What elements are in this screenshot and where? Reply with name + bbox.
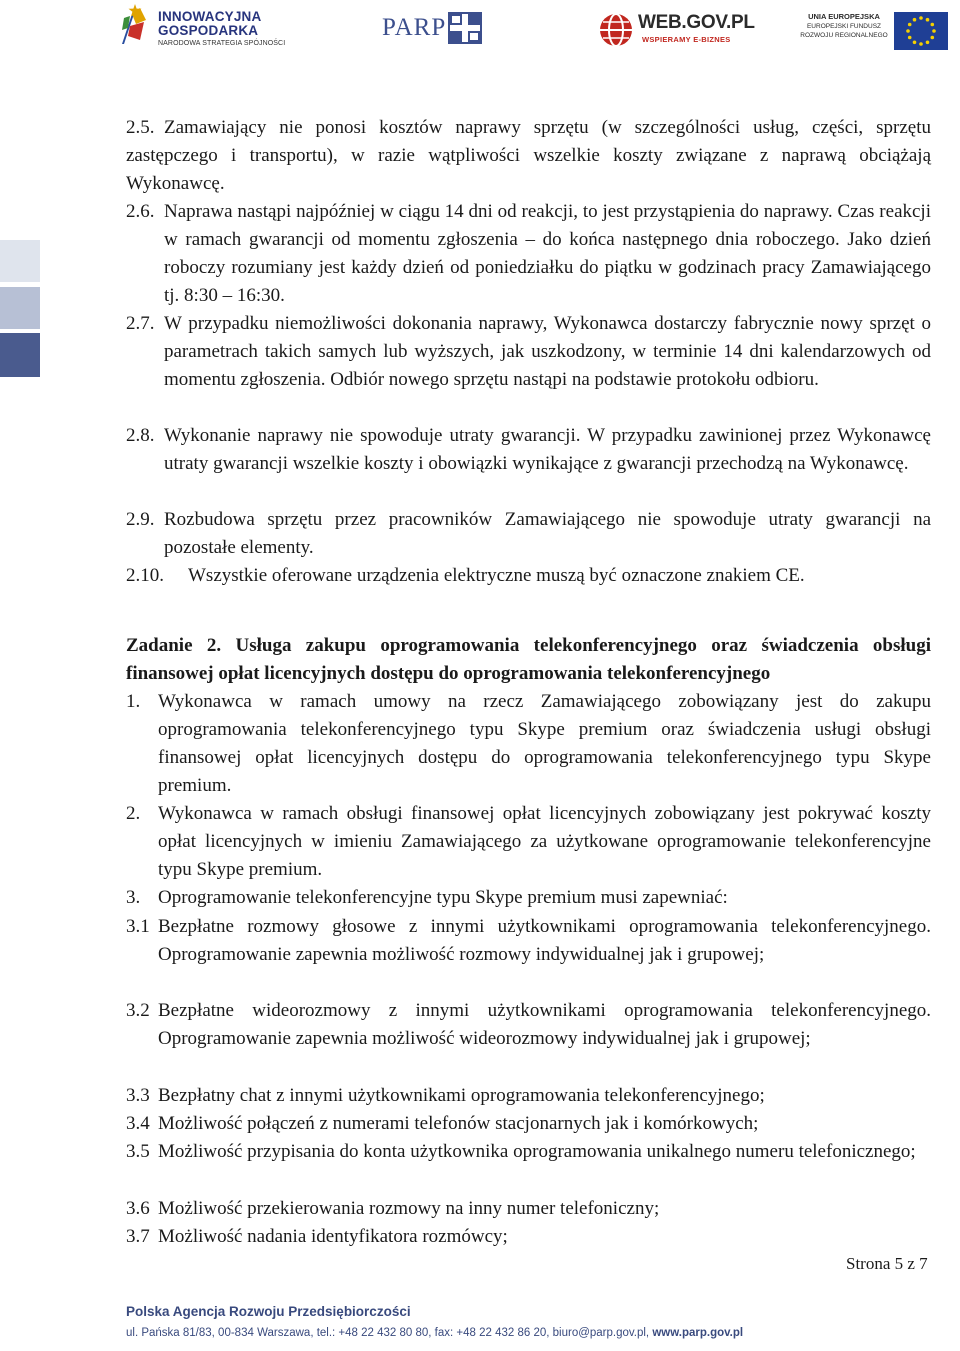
item-text: Wykonawca w ramach umowy na rzecz Zamawiającego zobowiązany jest do zakupu oprogramowania telekonferencyjnego typu Skype premium oraz świadczenia usługi obsługi finansowej opłat licencyjnych dostępu do oprogramowania telekonferencyjnego typu Skype premium. xyxy=(158,691,931,796)
item-text: Możliwość połączeń z numerami telefonów stacjonarnych jak i komórkowych; xyxy=(158,1113,759,1134)
eu-logo xyxy=(796,12,952,52)
item-1 xyxy=(126,688,931,800)
logo-ig-line2: GOSPODARKA xyxy=(158,23,259,38)
item-3-1 xyxy=(126,913,931,969)
logo-ig-line3: NARODOWA STRATEGIA SPÓJNOŚCI xyxy=(158,40,286,47)
item-number: 3.7 xyxy=(126,1226,150,1247)
star-flag-icon xyxy=(118,4,152,50)
header-logos xyxy=(0,0,960,62)
item-text: Możliwość przypisania do konta użytkownika oprogramowania unikalnego numeru telefonicznego; xyxy=(158,1141,916,1162)
item-3-3 xyxy=(126,1082,931,1110)
logo-webgov-line2: WSPIERAMY E-BIZNES xyxy=(642,35,731,44)
item-number: 1. xyxy=(126,691,141,712)
side-decoration-dark xyxy=(0,333,40,377)
clause-2-8 xyxy=(126,422,931,478)
web-gov-pl-logo xyxy=(598,8,755,50)
item-text: Wykonawca w ramach obsługi finansowej opłat licencyjnych zobowiązany jest pokrywać koszty opłat licencyjnych w imieniu Zamawiającego za użytkowane oprogramowanie telekonferencyjne typu Skype premium. xyxy=(158,803,931,880)
eu-flag-icon xyxy=(894,12,948,50)
clause-2-10 xyxy=(126,562,931,590)
clause-text: Zamawiający nie ponosi kosztów naprawy sprzętu (w szczególności usług, części, sprzętu zastępczego i transportu), w razie wątpliwości wszelkie koszty związane z naprawą obciążają Wykonawcę. xyxy=(126,117,931,194)
clause-2-9 xyxy=(126,506,931,562)
item-2 xyxy=(126,800,931,884)
clause-number: 2.7. xyxy=(126,313,155,334)
item-3-4 xyxy=(126,1110,931,1138)
parp-logo xyxy=(382,10,486,46)
parp-cross-icon xyxy=(448,12,482,44)
side-decoration-light xyxy=(0,240,40,282)
clause-text: Wykonanie naprawy nie spowoduje utraty gwarancji. W przypadku zawinionej przez Wykonawcę utraty gwarancji wszelkie koszty i obowiązki wynikające z gwarancji przechodzą na Wykonawcę. xyxy=(164,425,931,474)
side-decoration-mid xyxy=(0,287,40,329)
task-2-label: Zadanie 2. xyxy=(126,635,222,656)
clause-2-7 xyxy=(126,310,931,394)
item-text: Możliwość przekierowania rozmowy na inny numer telefoniczny; xyxy=(158,1198,660,1219)
item-3-5 xyxy=(126,1138,931,1166)
item-number: 3.4 xyxy=(126,1113,150,1134)
clause-text: W przypadku niemożliwości dokonania naprawy, Wykonawca dostarczy fabrycznie nowy sprzęt o parametrach takich samych lub wyższych, jak uszkodzony, w terminie 14 dni kalendarzowych od momentu zgłoszenia. Odbiór nowego sprzętu nastąpi na podstawie protokołu odbioru. xyxy=(164,313,931,390)
clause-text: Wszystkie oferowane urządzenia elektryczne muszą być oznaczone znakiem CE. xyxy=(188,565,805,586)
clause-number: 2.10. xyxy=(126,565,164,586)
clause-number: 2.9. xyxy=(126,509,155,530)
task-2-heading xyxy=(126,632,931,688)
item-3-6 xyxy=(126,1195,931,1223)
item-number: 3.3 xyxy=(126,1085,150,1106)
logo-eu-line1: UNIA EUROPEJSKA xyxy=(808,12,880,21)
task-2-title: Usługa zakupu oprogramowania telekonferencyjnego oraz świadczenia obsługi finansowej opłat licencyjnych dostępu do oprogramowania telekonferencyjnego xyxy=(126,635,932,684)
globe-icon xyxy=(598,12,636,48)
logo-eu-line3: ROZWOJU REGIONALNEGO xyxy=(800,32,888,39)
clause-number: 2.6. xyxy=(126,201,155,222)
footer-address: ul. Pańska 81/83, 00-834 Warszawa, tel.: +48 22 432 80 80, fax: +48 22 432 86 20, biuro@parp.gov.pl, xyxy=(126,1327,650,1339)
footer-contact xyxy=(126,1325,743,1341)
item-number: 3.1 xyxy=(126,916,150,937)
item-text: Możliwość nadania identyfikatora rozmówcy; xyxy=(158,1226,508,1247)
parp-logo-text: PARP xyxy=(382,14,447,41)
clause-number: 2.5. xyxy=(126,117,155,138)
clause-2-5 xyxy=(126,114,931,198)
item-number: 3.6 xyxy=(126,1198,150,1219)
item-text: Bezpłatne rozmowy głosowe z innymi użytkownikami oprogramowania telekonferencyjnego. Oprogramowanie zapewnia możliwość rozmowy indywidualnej jak i grupowej; xyxy=(158,916,931,965)
innowacyjna-gospodarka-logo xyxy=(118,4,293,54)
logo-webgov-line1: WEB.GOV.PL xyxy=(638,12,755,33)
item-number: 2. xyxy=(126,803,141,824)
clause-text: Naprawa nastąpi najpóźniej w ciągu 14 dni od reakcji, to jest przystąpienia do naprawy. Czas reakcji w ramach gwarancji od momentu zgłoszenia – do końca następnego dnia roboczego. Jako dzień roboczy rozumiany jest każdy dzień od poniedziałku do piątku w godzinach pracy Zamawiającego tj. 8:30 – 16:30. xyxy=(164,201,931,306)
item-number: 3.5 xyxy=(126,1141,150,1162)
item-3-7 xyxy=(126,1223,931,1251)
item-text: Oprogramowanie telekonferencyjne typu Skype premium musi zapewniać: xyxy=(158,887,728,908)
footer-org-name: Polska Agencja Rozwoju Przedsiębiorczości xyxy=(126,1304,411,1319)
logo-eu-line2: EUROPEJSKI FUNDUSZ xyxy=(806,23,882,30)
logo-ig-line1: INNOWACYJNA xyxy=(158,9,262,24)
clause-2-6 xyxy=(126,198,931,310)
item-3-2 xyxy=(126,997,931,1053)
item-text: Bezpłatne wideorozmowy z innymi użytkownikami oprogramowania telekonferencyjnego. Oprogramowanie zapewnia możliwość wideorozmowy indywidualnej jak i grupowej; xyxy=(158,1000,931,1049)
page-number: Strona 5 z 7 xyxy=(846,1254,928,1273)
clause-text: Rozbudowa sprzętu przez pracowników Zamawiającego nie spowoduje utraty gwarancji na pozostałe elementy. xyxy=(164,509,931,558)
item-text: Bezpłatny chat z innymi użytkownikami oprogramowania telekonferencyjnego; xyxy=(158,1085,765,1106)
item-number: 3.2 xyxy=(126,1000,150,1021)
clause-number: 2.8. xyxy=(126,425,155,446)
item-3 xyxy=(126,884,931,912)
item-number: 3. xyxy=(126,887,141,908)
footer-website-link[interactable]: www.parp.gov.pl xyxy=(652,1327,744,1339)
